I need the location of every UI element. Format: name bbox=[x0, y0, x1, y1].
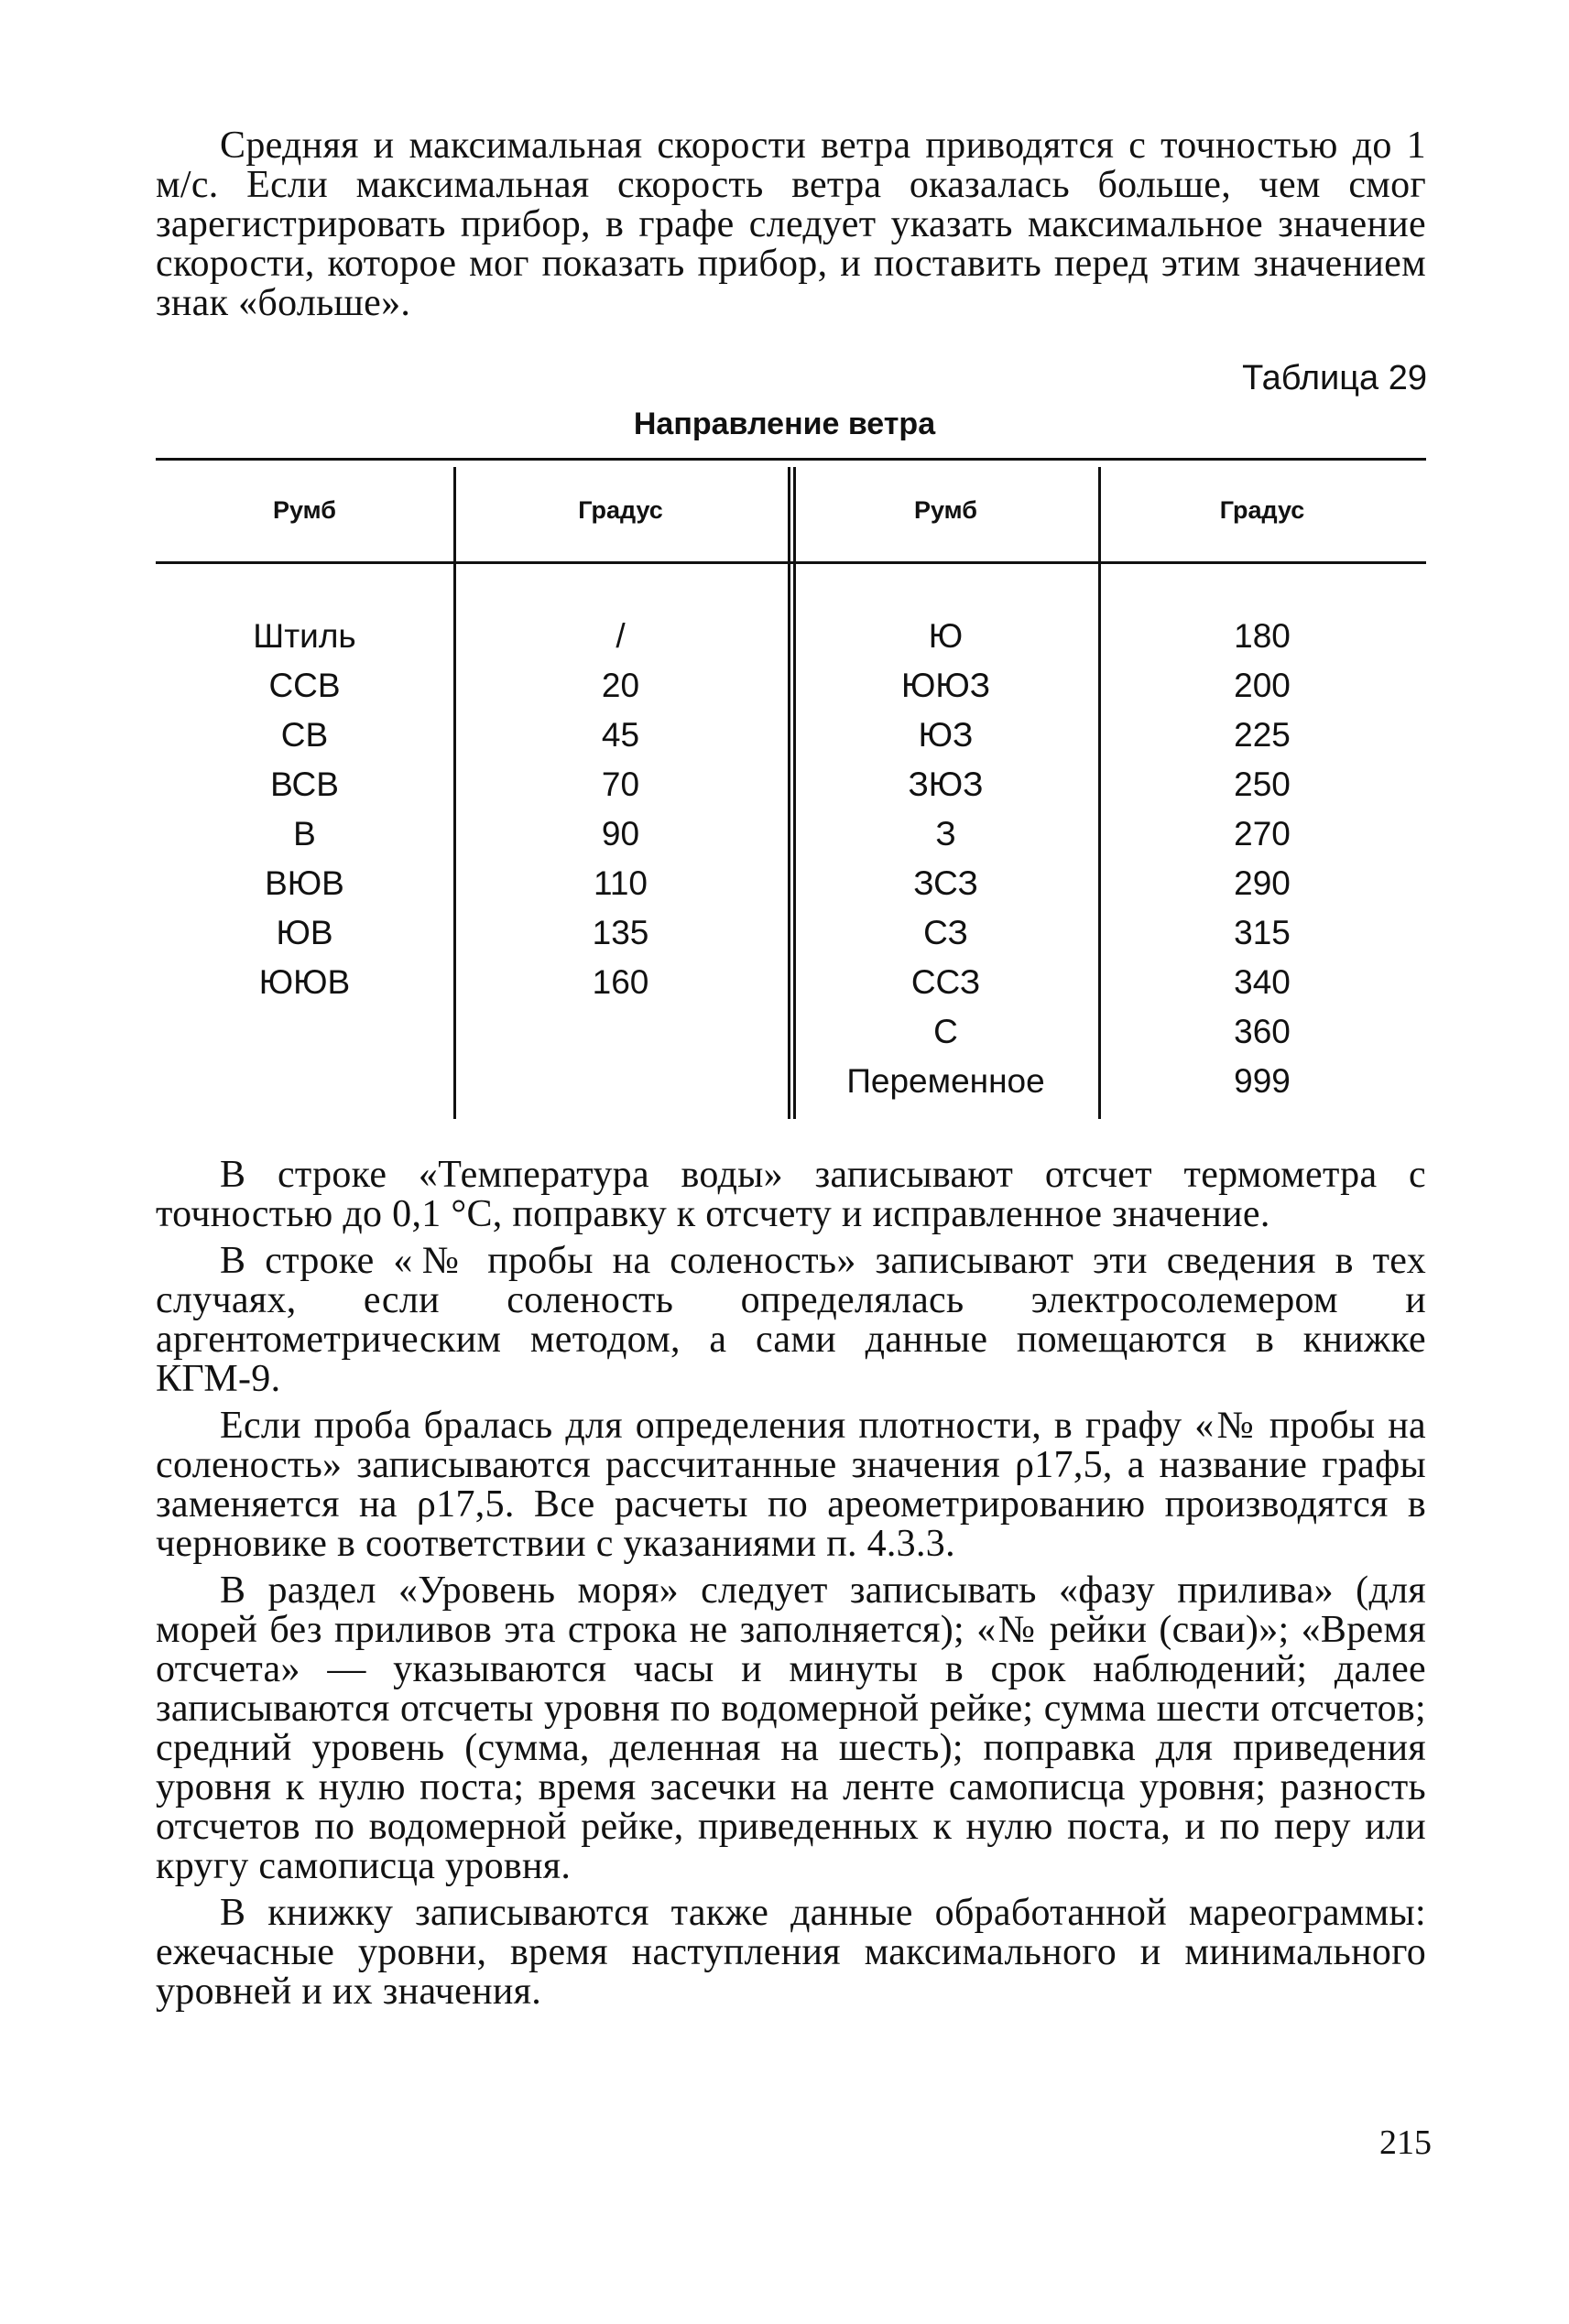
table-cell: 90 bbox=[601, 815, 640, 852]
paragraph-density-sample: Если проба бралась для определения плотности, в графу «№ пробы на соленость» записываются рассчитанные значения ρ17,5, а название графы заменяется на ρ17,5. Все расчеты по ареометрированию производятся в черновике в соответствии с указаниями п. 4.3.3. bbox=[156, 1405, 1426, 1565]
page-number: 215 bbox=[1379, 2123, 1432, 2162]
table-header-rule bbox=[156, 561, 1426, 564]
wind-direction-table bbox=[156, 458, 1426, 1119]
intro-text bbox=[156, 126, 1426, 323]
left-rumb-column bbox=[156, 612, 453, 1007]
table-cell: 20 bbox=[601, 667, 640, 704]
table-cell: 135 bbox=[592, 914, 649, 951]
table-cell: 70 bbox=[601, 766, 640, 803]
header-rumb-left: Румб bbox=[273, 496, 336, 524]
table-cell: 225 bbox=[1234, 716, 1291, 754]
table-number: Таблица 29 bbox=[1242, 359, 1427, 397]
body-text bbox=[156, 1156, 1426, 2012]
paragraph-salinity-sample: В строке «№ пробы на соленость» записывают эти сведения в тех случаях, если соленость определялась электросолемером и аргентометрическим методом, а сами данные помещаются в книжке КГМ-9. bbox=[156, 1240, 1426, 1400]
table-top-rule bbox=[156, 458, 1426, 461]
intro-paragraph: Средняя и максимальная скорости ветра приводятся с точностью до 1 м/с. Если максимальная скорость ветра оказалась больше, чем смог зарегистрировать прибор, в графе следует указать максимальное значение скорости, которое мог показать прибор, и поставить перед этим значением знак «больше». bbox=[156, 125, 1426, 324]
table-cell: ЗСЗ bbox=[913, 864, 978, 902]
table-title: Направление ветра bbox=[633, 407, 936, 441]
header-degree-right: Градус bbox=[1219, 496, 1305, 524]
table-cell: Переменное bbox=[846, 1062, 1045, 1100]
table-cell: 270 bbox=[1234, 815, 1291, 852]
column-divider-double bbox=[788, 467, 790, 1119]
table-cell: 360 bbox=[1234, 1013, 1291, 1050]
table-cell: 315 bbox=[1234, 914, 1291, 951]
right-rumb-column bbox=[793, 612, 1098, 1106]
table-cell: З bbox=[935, 815, 956, 852]
table-cell: ВСВ bbox=[270, 766, 339, 803]
table-cell: ССЗ bbox=[910, 963, 981, 1001]
right-degree-column bbox=[1098, 612, 1426, 1106]
table-cell: 200 bbox=[1234, 667, 1291, 704]
table-cell: ЗЮЗ bbox=[908, 766, 984, 803]
table-cell: 250 bbox=[1234, 766, 1291, 803]
table-cell: 290 bbox=[1234, 864, 1291, 902]
header-degree-left: Градус bbox=[578, 496, 663, 524]
table-cell: / bbox=[616, 617, 626, 655]
table-cell: ЮВ bbox=[276, 914, 333, 951]
table-cell: 999 bbox=[1234, 1062, 1291, 1100]
header-rumb-right: Румб bbox=[914, 496, 977, 524]
table-cell: С bbox=[933, 1013, 958, 1050]
table-cell: ВЮВ bbox=[265, 864, 344, 902]
table-cell: 160 bbox=[592, 963, 649, 1001]
table-cell: ССВ bbox=[268, 667, 341, 704]
paragraph-sea-level: В раздел «Уровень моря» следует записывать «фазу прилива» (для морей без приливов эта строка не заполняется); «№ рейки (сваи)»; «Время отсчета» — указываются часы и минуты в срок наблюдений; далее записываются отсчеты уровня по водомерной рейке; сумма шести отсчетов; средний уровень (сумма, деленная на шесть); поправка для приведения уровня к нулю поста; время засечки на ленте самописца уровня; разность отсчетов по водомерной рейке, приведенных к нулю поста, и по перу или кругу самописца уровня. bbox=[156, 1569, 1426, 1887]
table-cell: 45 bbox=[601, 716, 640, 754]
table-cell: 180 bbox=[1234, 617, 1291, 655]
table-cell: В bbox=[293, 815, 316, 852]
table-cell: Ю bbox=[928, 617, 964, 655]
table-cell: СЗ bbox=[923, 914, 968, 951]
table-cell: Штиль bbox=[253, 617, 356, 655]
table-cell: 340 bbox=[1234, 963, 1291, 1001]
left-degree-column bbox=[453, 612, 788, 1007]
table-cell: ЮЮВ bbox=[258, 963, 351, 1001]
table-cell: СВ bbox=[280, 716, 329, 754]
table-cell: ЮЮЗ bbox=[900, 667, 991, 704]
table-cell: 110 bbox=[594, 864, 648, 902]
paragraph-marigram: В книжку записываются также данные обработанной мареограммы: ежечасные уровни, время наступления максимального и минимального уровней и их значения. bbox=[156, 1892, 1426, 2013]
paragraph-water-temperature: В строке «Температура воды» записывают отсчет термометра с точностью до 0,1 °С, поправку к отсчету и исправленное значение. bbox=[156, 1154, 1426, 1235]
table-cell: ЮЗ bbox=[918, 716, 974, 754]
